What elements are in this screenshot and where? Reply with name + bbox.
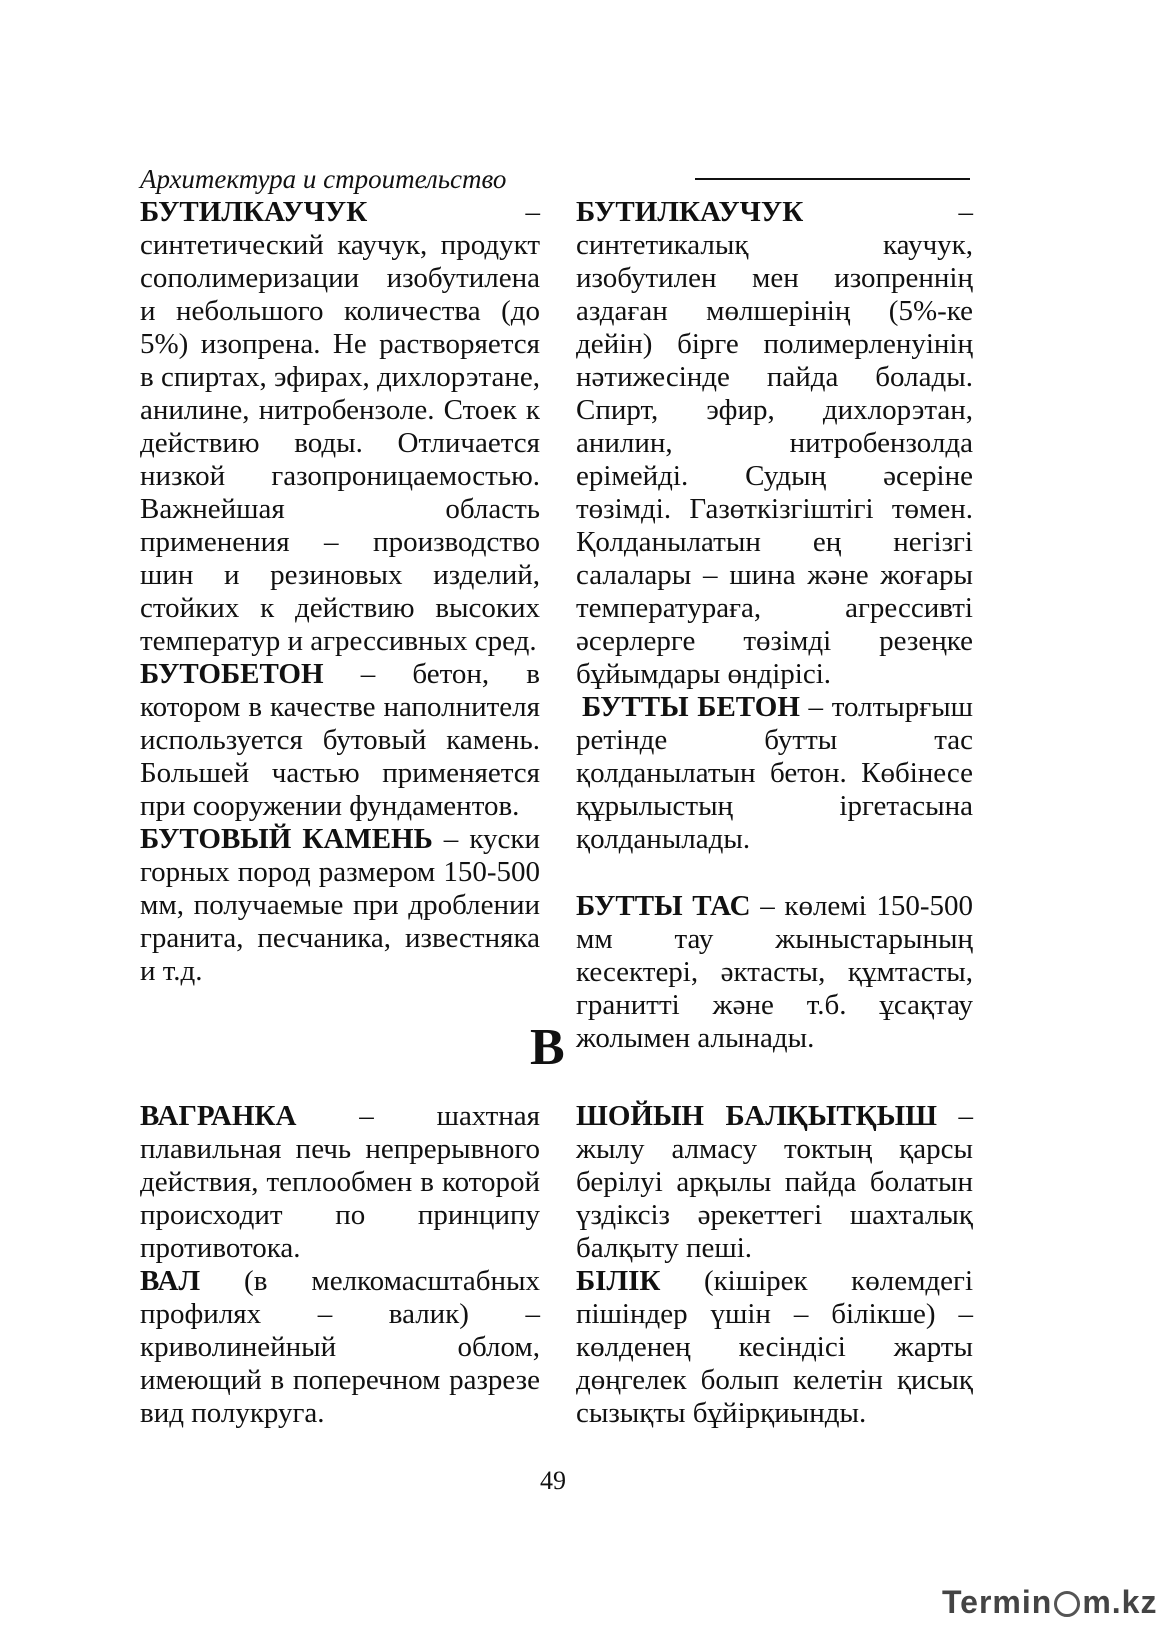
kazakh-column-bottom [576, 1100, 973, 1430]
entry-term: БІЛІК [576, 1265, 661, 1297]
entry-term: ВАЛ [140, 1265, 201, 1297]
header-rule [695, 178, 970, 180]
entry-term: БУТИЛКАУЧУК [576, 196, 804, 228]
entry-term: БУТТЫ БЕТОН [582, 691, 800, 723]
logo-text-part2: m.kz [1082, 1584, 1158, 1620]
entry-definition: – шахтная плавильная печь непрерывного действия, теплообмен в которой происходит по принципу противотока. [140, 1100, 540, 1264]
entry-butty-tas-kk [576, 890, 973, 1055]
entry-term: БУТОБЕТОН [140, 658, 324, 690]
entry-vagranka-ru [140, 1100, 540, 1265]
section-title: Архитектура и строительство [140, 164, 507, 194]
logo-text-part1: Termin [942, 1584, 1053, 1620]
entry-term: ШОЙЫН БАЛҚЫТҚЫШ [576, 1100, 938, 1132]
kazakh-column-top [576, 196, 973, 1055]
entry-bilik-kk [576, 1265, 973, 1430]
entry-butilkauchuk-kk [576, 196, 973, 691]
russian-column-bottom [140, 1100, 540, 1430]
entry-definition: – жылу алмасу токтың қарсы берілуі арқылы пайда болатын үздіксіз әрекеттегі шахталық балқыту пеші. [576, 1100, 973, 1264]
entry-term: ВАГРАНКА [140, 1100, 297, 1132]
entry-definition: – синтетический каучук, продукт сополимеризации изобутилена и небольшого количества (до 5%) изопрена. Не растворяется в спиртах, эфирах, дихлорэтане, анилине, нитробензоле. Стоек к действию воды. Отличается низкой газопроницаемостью. Важнейшая область применения – производство шин и резиновых изделий, стойких к действию высоких температур и агрессивных сред. [140, 196, 540, 657]
entry-butobeton-ru [140, 658, 540, 823]
page-number: 49 [540, 1466, 566, 1495]
entry-definition: – толтырғыш ретінде бутты тас қолданылатын бетон. Көбінесе құрылыстың іргетасына қолданылады. [576, 691, 973, 855]
running-header [140, 160, 970, 200]
magnifier-icon [1054, 1591, 1080, 1617]
entry-definition: – куски горных пород размером 150-500 мм, получаемые при дроблении гранита, песчаника, известняка и т.д. [140, 823, 540, 987]
entry-shoiyn-balkytkysh-kk [576, 1100, 973, 1265]
entry-definition: (в мелкомасштабных профилях – валик) – криволинейный облом, имеющий в поперечном разрезе вид полукруга. [140, 1265, 540, 1429]
entry-definition: – синтетикалық каучук, изобутилен мен изопреннің аздаған мөлшерінің (5%-ке дейін) бірге полимерленуінің нәтижесінде пайда болады. Спирт, эфир, дихлорэтан, анилин, нитробензолда ерімейді. Судың әсеріне төзімді. Газөткізгіштігі төмен. Қолданылатын ең негізгі салалары – шина және жоғары температураға, агрессивті әсерлерге төзімді резеңке бұйымдары өндірісі. [576, 196, 973, 690]
entry-butovyi-kamen-ru [140, 823, 540, 988]
entry-butty-beton-kk [576, 691, 973, 856]
termincom-logo [942, 1583, 1157, 1621]
russian-column-top [140, 196, 540, 988]
entry-val-ru [140, 1265, 540, 1430]
entry-definition: – бетон, в котором в качестве наполнителя используется бутовый камень. Большей частью применяется при сооружении фундаментов. [140, 658, 540, 822]
entry-term: БУТТЫ ТАС [576, 890, 751, 922]
entry-butilkauchuk-ru [140, 196, 540, 658]
entry-definition: – көлемі 150-500 мм тау жыныстарының кесектері, әктасты, құмтасты, гранитті және т.б. ұсақтау жолымен алынады. [576, 890, 973, 1054]
entry-term: БУТОВЫЙ КАМЕНЬ [140, 823, 433, 855]
entry-definition: (кішірек көлемдегі пішіндер үшін – білікше) – көлденең кесіндісі жарты дөңгелек болып келетін қисық сызықты бұйірқиынды. [576, 1265, 973, 1429]
entry-term: БУТИЛКАУЧУК [140, 196, 368, 228]
section-letter: В [530, 1019, 565, 1076]
